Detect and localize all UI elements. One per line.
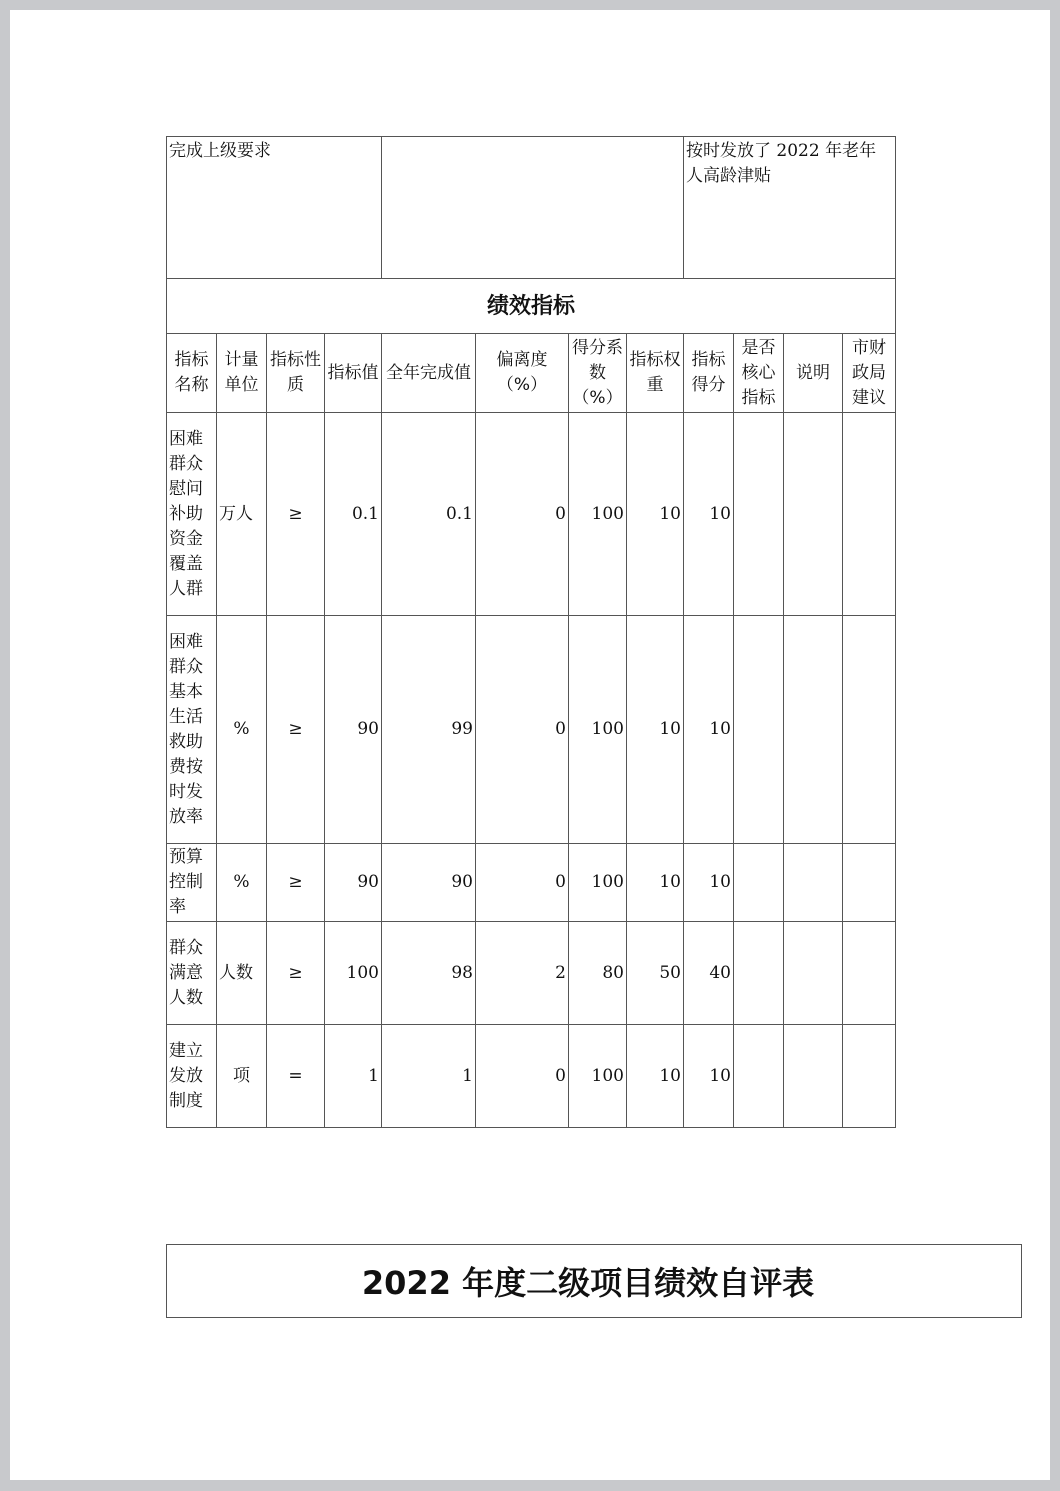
actual-cell: 99	[382, 616, 476, 844]
nature-cell: ≥	[267, 922, 325, 1025]
nature-cell: ≥	[267, 413, 325, 616]
header-indicator-name: 指标名称	[167, 334, 217, 413]
core-cell	[734, 922, 784, 1025]
document-page	[10, 10, 1050, 1480]
header-target: 指标值	[325, 334, 382, 413]
header-unit: 计量单位	[217, 334, 267, 413]
actual-cell: 98	[382, 922, 476, 1025]
header-suggestion: 市财政局建议	[843, 334, 896, 413]
performance-table	[166, 136, 896, 1128]
header-row	[167, 334, 896, 413]
table-row	[167, 413, 896, 616]
indicator-name: 困难群众慰问补助资金覆盖人群	[167, 413, 217, 616]
core-cell	[734, 1025, 784, 1128]
deviation-cell: 0	[476, 844, 569, 922]
score-cell: 10	[684, 844, 734, 922]
suggestion-cell	[843, 616, 896, 844]
nature-cell: =	[267, 1025, 325, 1128]
core-cell	[734, 413, 784, 616]
coefficient-cell: 100	[569, 413, 627, 616]
indicator-name: 预算控制率	[167, 844, 217, 922]
suggestion-cell	[843, 844, 896, 922]
coefficient-cell: 100	[569, 1025, 627, 1128]
weight-cell: 50	[627, 922, 684, 1025]
score-cell: 10	[684, 1025, 734, 1128]
requirement-row	[167, 137, 896, 279]
coefficient-cell: 100	[569, 844, 627, 922]
actual-cell: 0.1	[382, 413, 476, 616]
deviation-cell: 0	[476, 413, 569, 616]
target-cell: 100	[325, 922, 382, 1025]
table-row	[167, 922, 896, 1025]
note-cell	[784, 922, 843, 1025]
deviation-cell: 0	[476, 1025, 569, 1128]
requirement-right-cell: 按时发放了 2022 年老年人高龄津贴	[684, 137, 896, 279]
header-deviation: 偏离度（%）	[476, 334, 569, 413]
header-actual: 全年完成值	[382, 334, 476, 413]
target-cell: 90	[325, 616, 382, 844]
coefficient-cell: 100	[569, 616, 627, 844]
note-cell	[784, 844, 843, 922]
suggestion-cell	[843, 413, 896, 616]
score-cell: 10	[684, 413, 734, 616]
header-coefficient: 得分系数（%）	[569, 334, 627, 413]
deviation-cell: 0	[476, 616, 569, 844]
requirement-middle-cell	[382, 137, 684, 279]
unit-cell: 项	[217, 1025, 267, 1128]
weight-cell: 10	[627, 844, 684, 922]
table-row	[167, 1025, 896, 1128]
coefficient-cell: 80	[569, 922, 627, 1025]
requirement-left-cell: 完成上级要求	[167, 137, 382, 279]
actual-cell: 1	[382, 1025, 476, 1128]
indicator-name: 建立发放制度	[167, 1025, 217, 1128]
header-note: 说明	[784, 334, 843, 413]
target-cell: 0.1	[325, 413, 382, 616]
header-score: 指标得分	[684, 334, 734, 413]
unit-cell: %	[217, 616, 267, 844]
note-cell	[784, 1025, 843, 1128]
unit-cell: 万人	[217, 413, 267, 616]
weight-cell: 10	[627, 1025, 684, 1128]
nature-cell: ≥	[267, 844, 325, 922]
nature-cell: ≥	[267, 616, 325, 844]
header-nature: 指标性质	[267, 334, 325, 413]
indicator-name: 群众满意人数	[167, 922, 217, 1025]
unit-cell: %	[217, 844, 267, 922]
indicator-name: 困难群众基本生活救助费按时发放率	[167, 616, 217, 844]
note-cell	[784, 413, 843, 616]
table-row	[167, 616, 896, 844]
score-cell: 10	[684, 616, 734, 844]
suggestion-cell	[843, 922, 896, 1025]
target-cell: 90	[325, 844, 382, 922]
weight-cell: 10	[627, 413, 684, 616]
header-core: 是否核心指标	[734, 334, 784, 413]
deviation-cell: 2	[476, 922, 569, 1025]
score-cell: 40	[684, 922, 734, 1025]
form-title: 2022 年度二级项目绩效自评表	[361, 1264, 815, 1302]
actual-cell: 90	[382, 844, 476, 922]
core-cell	[734, 844, 784, 922]
section-title-row	[167, 279, 896, 334]
header-weight: 指标权重	[627, 334, 684, 413]
form-title-box	[166, 1244, 1022, 1318]
weight-cell: 10	[627, 616, 684, 844]
table-row	[167, 844, 896, 922]
core-cell	[734, 616, 784, 844]
suggestion-cell	[843, 1025, 896, 1128]
note-cell	[784, 616, 843, 844]
section-title: 绩效指标	[167, 279, 896, 334]
unit-cell: 人数	[217, 922, 267, 1025]
target-cell: 1	[325, 1025, 382, 1128]
